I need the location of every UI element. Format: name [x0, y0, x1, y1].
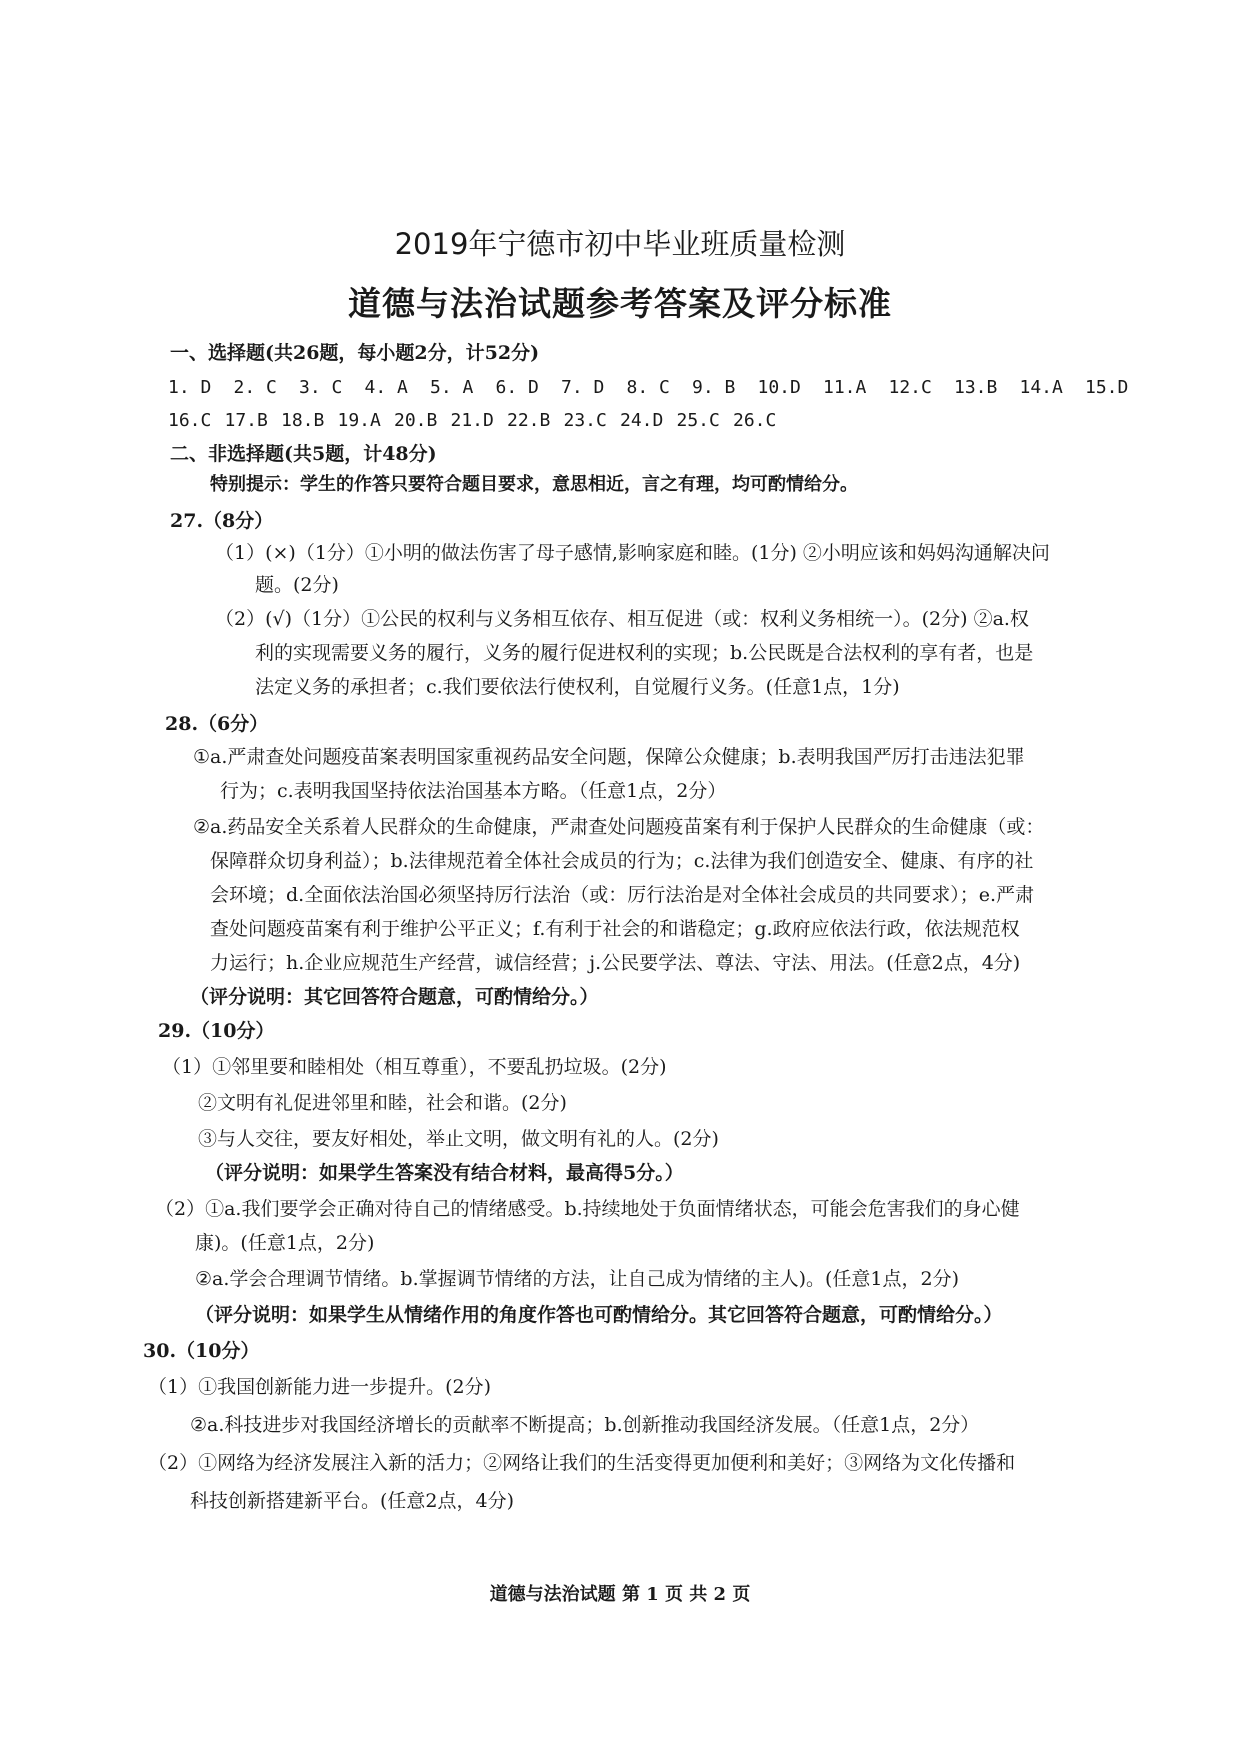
answer-item: 3. C — [299, 377, 343, 398]
answer-item: 26.C — [733, 410, 777, 431]
q27-line: （2）(√)（1分）①公民的权利与义务相互依存、相互促进（或：权利义务相统一）。(2分) ②a.权 — [215, 608, 1029, 630]
section1-heading: 一、选择题(共26题，每小题2分，计52分) — [170, 342, 540, 364]
q29-heading: 29.（10分） — [158, 1020, 275, 1042]
answer-item: 11.A — [823, 377, 867, 398]
answer-item: 1. D — [168, 377, 212, 398]
q28-line: 会环境；d.全面依法治国必须坚持厉行法治（或：厉行法治是对全体社会成员的共同要求）；e.严肃 — [210, 884, 1034, 906]
q29-line: ②文明有礼促进邻里和睦，社会和谐。(2分) — [198, 1092, 567, 1114]
exam-title: 2019年宁德市初中毕业班质量检测 — [394, 227, 846, 261]
q29-line: （1）①邻里要和睦相处（相互尊重），不要乱扔垃圾。(2分) — [162, 1056, 667, 1078]
q30-line: （1）①我国创新能力进一步提升。(2分) — [148, 1376, 492, 1398]
q29-scoring-note: （评分说明：如果学生从情绪作用的角度作答也可酌情给分。其它回答符合题意，可酌情给分。） — [195, 1304, 1003, 1326]
answer-item: 22.B — [507, 410, 551, 431]
answer-item: 2. C — [233, 377, 277, 398]
special-note: 特别提示：学生的作答只要符合题目要求，意思相近，言之有理，均可酌情给分。 — [210, 474, 858, 495]
q30-line: （2）①网络为经济发展注入新的活力；②网络让我们的生活变得更加便利和美好；③网络为文化传播和 — [148, 1452, 1016, 1474]
answer-item: 21.D — [450, 410, 494, 431]
answer-item: 4. A — [364, 377, 408, 398]
q28-line: 力运行；h.企业应规范生产经营，诚信经营；j.公民要学法、尊法、守法、用法。(任意2点，4分) — [210, 952, 1021, 974]
answer-item: 25.C — [676, 410, 720, 431]
q28-line: ①a.严肃查处问题疫苗案表明国家重视药品安全问题，保障公众健康；b.表明我国严厉打击违法犯罪 — [193, 746, 1025, 768]
answer-item: 23.C — [563, 410, 607, 431]
answer-item: 19.A — [337, 410, 381, 431]
q28-scoring-note: （评分说明：其它回答符合题意，可酌情给分。） — [190, 986, 599, 1008]
q30-line: 科技创新搭建新平台。(任意2点，4分) — [190, 1490, 515, 1512]
q29-line: ③与人交往，要友好相处，举止文明，做文明有礼的人。(2分) — [198, 1128, 719, 1150]
q29-line: 康)。(任意1点，2分) — [195, 1232, 375, 1254]
page-footer: 道德与法治试题 第 1 页 共 2 页 — [489, 1584, 751, 1605]
section2-heading: 二、非选择题(共5题，计48分) — [170, 443, 437, 465]
answer-item: 7. D — [561, 377, 605, 398]
q29-line: ②a.学会合理调节情绪。b.掌握调节情绪的方法，让自己成为情绪的主人)。(任意1点，2分) — [195, 1268, 960, 1290]
q27-line: 题。(2分) — [255, 574, 339, 596]
answer-item: 10.D — [757, 377, 801, 398]
answer-item: 12.C — [888, 377, 932, 398]
answer-item: 18.B — [281, 410, 325, 431]
q27-line: 法定义务的承担者；c.我们要依法行使权利，自觉履行义务。(任意1点，1分) — [255, 676, 900, 698]
q30-line: ②a.科技进步对我国经济增长的贡献率不断提高；b.创新推动我国经济发展。（任意1点，2分） — [190, 1414, 980, 1436]
q28-line: 保障群众切身利益）；b.法律规范着全体社会成员的行为；c.法律为我们创造安全、健康、有序的社 — [210, 850, 1034, 872]
q27-line: 利的实现需要义务的履行，义务的履行促进权利的实现；b.公民既是合法权利的享有者，也是 — [255, 642, 1034, 664]
q28-heading: 28.（6分） — [165, 713, 269, 735]
answer-item: 16.C — [168, 410, 212, 431]
q27-line: （1）(×)（1分）①小明的做法伤害了母子感情,影响家庭和睦。(1分) ②小明应该和妈妈沟通解决问 — [215, 542, 1050, 564]
answer-item: 17.B — [224, 410, 268, 431]
q28-line: 行为；c.表明我国坚持依法治国基本方略。（任意1点，2分） — [220, 780, 727, 802]
answer-item: 6. D — [495, 377, 539, 398]
answer-item: 5. A — [430, 377, 474, 398]
q29-scoring-note: （评分说明：如果学生答案没有结合材料，最高得5分。） — [205, 1162, 684, 1184]
q28-line: ②a.药品安全关系着人民群众的生命健康，严肃查处问题疫苗案有利于保护人民群众的生命健康（或： — [193, 816, 1045, 838]
answer-item: 24.D — [620, 410, 664, 431]
answer-item: 20.B — [394, 410, 438, 431]
document-title: 道德与法治试题参考答案及评分标准 — [348, 284, 892, 323]
answer-item: 14.A — [1019, 377, 1063, 398]
q29-line: （2）①a.我们要学会正确对待自己的情绪感受。b.持续地处于负面情绪状态，可能会危害我们的身心健 — [155, 1198, 1020, 1220]
q27-heading: 27.（8分） — [170, 510, 274, 532]
answer-item: 9. B — [692, 377, 736, 398]
answer-item: 8. C — [626, 377, 670, 398]
q28-line: 查处问题疫苗案有利于维护公平正义；f.有利于社会的和谐稳定；g.政府应依法行政，依法规范权 — [210, 918, 1020, 940]
q30-heading: 30.（10分） — [143, 1340, 260, 1362]
answer-item: 15.D — [1085, 377, 1129, 398]
answer-item: 13.B — [954, 377, 998, 398]
